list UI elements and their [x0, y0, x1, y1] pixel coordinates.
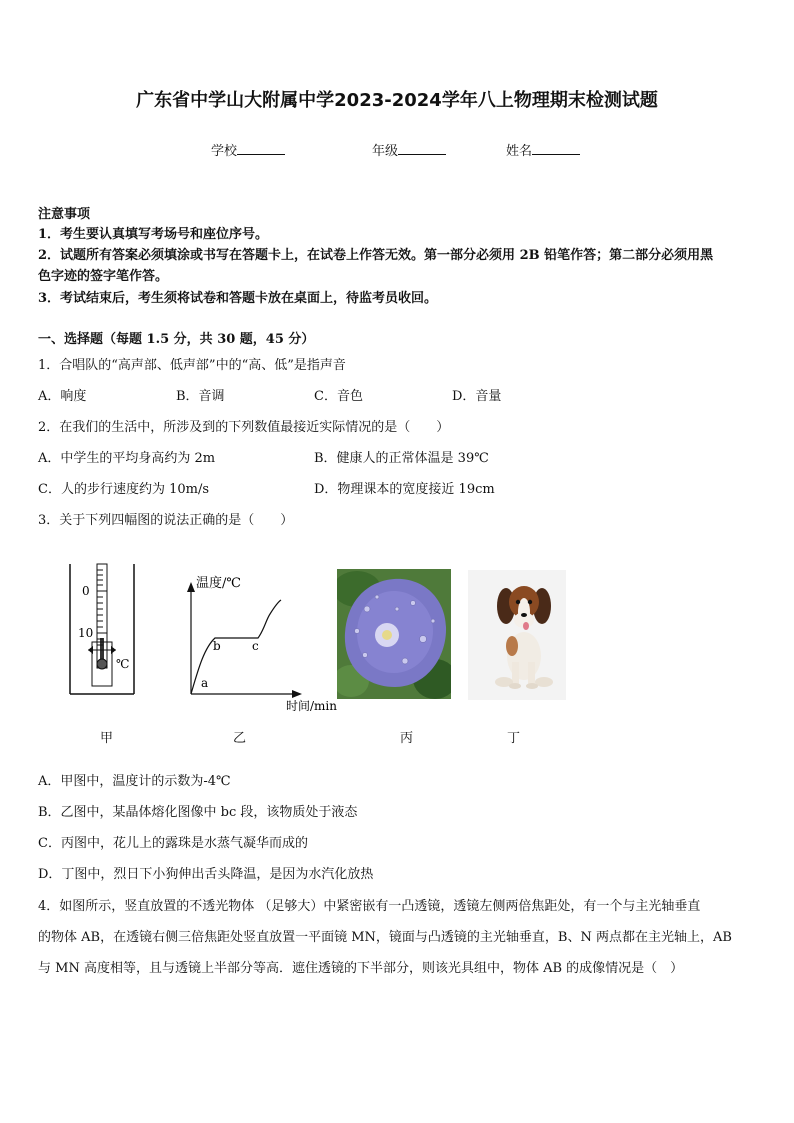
notice-item: 色字迹的签字笔作答。	[38, 269, 169, 284]
thermo-unit: ℃	[116, 657, 130, 671]
point-b-label: b	[213, 639, 221, 653]
thermo-tick-10: 10	[78, 626, 94, 640]
melting-graph	[180, 570, 350, 720]
q3-option-d: D．丁图中，烈日下小狗伸出舌头降温，是因为水汽化放热	[38, 867, 374, 882]
graph-ylabel: 温度/℃	[196, 576, 241, 591]
notice-item: 3．考试结束后，考生须将试卷和答题卡放在桌面上，待监考员收回。	[38, 291, 438, 306]
name-label: 姓名	[506, 144, 533, 159]
notice-heading: 注意事项	[38, 207, 91, 222]
point-a-label: a	[201, 676, 209, 690]
q1-option-a: A．响度	[38, 389, 87, 404]
flower-photo	[337, 569, 451, 699]
grade-field	[372, 140, 446, 159]
name-blank	[532, 142, 580, 155]
q3-option-a: A．甲图中，温度计的示数为-4℃	[38, 774, 231, 789]
puppy-photo	[468, 570, 566, 700]
figure-label-jia: 甲	[100, 731, 114, 746]
q2-option-b: B．健康人的正常体温是 39℃	[314, 451, 489, 466]
exam-title: 广东省中学山大附属中学2023-2024学年八上物理期末检测试题	[136, 90, 658, 111]
figure-label-bing: 丙	[400, 731, 414, 746]
grade-label: 年级	[372, 144, 399, 159]
q1-option-d: D．音量	[452, 389, 502, 404]
graph-xlabel: 时间/min	[286, 699, 337, 713]
q2-stem: 2．在我们的生活中，所涉及到的下列数值最接近实际情况的是（ ）	[38, 420, 450, 435]
grade-blank	[398, 142, 446, 155]
q3-option-c: C．丙图中，花儿上的露珠是水蒸气凝华而成的	[38, 836, 308, 851]
q4-line: 与 MN 高度相等，且与透镜上半部分等高．遮住透镜的下半部分，则该光具组中，物体 AB 的成像情况是（ ）	[38, 961, 684, 976]
q1-option-c: C．音色	[314, 389, 363, 404]
section-heading: 一、选择题（每题 1.5 分，共 30 题，45 分）	[38, 332, 315, 347]
q1-stem: 1．合唱队的“高声部、低声部”中的“高、低”是指声音	[38, 358, 346, 373]
q3-option-b: B．乙图中，某晶体熔化图像中 bc 段，该物质处于液态	[38, 805, 358, 820]
notice-item: 1．考生要认真填写考场号和座位序号。	[38, 227, 269, 242]
q2-option-c: C．人的步行速度约为 10m/s	[38, 482, 209, 497]
point-c-label: c	[252, 639, 259, 653]
school-blank	[237, 142, 285, 155]
figure-label-ding: 丁	[507, 731, 521, 746]
q3-stem: 3．关于下列四幅图的说法正确的是（ ）	[38, 513, 294, 528]
q4-line: 的物体 AB，在透镜右侧三倍焦距处竖直放置一平面镜 MN，镜面与凸透镜的主光轴垂直，B、N 两点都在主光轴上，AB	[38, 930, 732, 945]
thermometer-figure	[62, 560, 142, 700]
notice-item: 2．试题所有答案必须填涂或书写在答题卡上，在试卷上作答无效。第一部分必须用 2B 铅笔作答；第二部分必须用黑	[38, 248, 714, 263]
name-field	[506, 140, 580, 159]
q4-line: 4．如图所示，竖直放置的不透光物体 （足够大）中紧密嵌有一凸透镜，透镜左侧两倍焦距处，有一个与主光轴垂直	[38, 899, 701, 914]
school-label: 学校	[211, 144, 238, 159]
thermo-tick-0: 0	[82, 584, 90, 598]
q2-option-d: D．物理课本的宽度接近 19cm	[314, 482, 495, 497]
school-field	[211, 140, 285, 159]
q2-option-a: A．中学生的平均身高约为 2m	[38, 451, 216, 466]
figure-label-yi: 乙	[233, 731, 247, 746]
q1-option-b: B．音调	[176, 389, 225, 404]
